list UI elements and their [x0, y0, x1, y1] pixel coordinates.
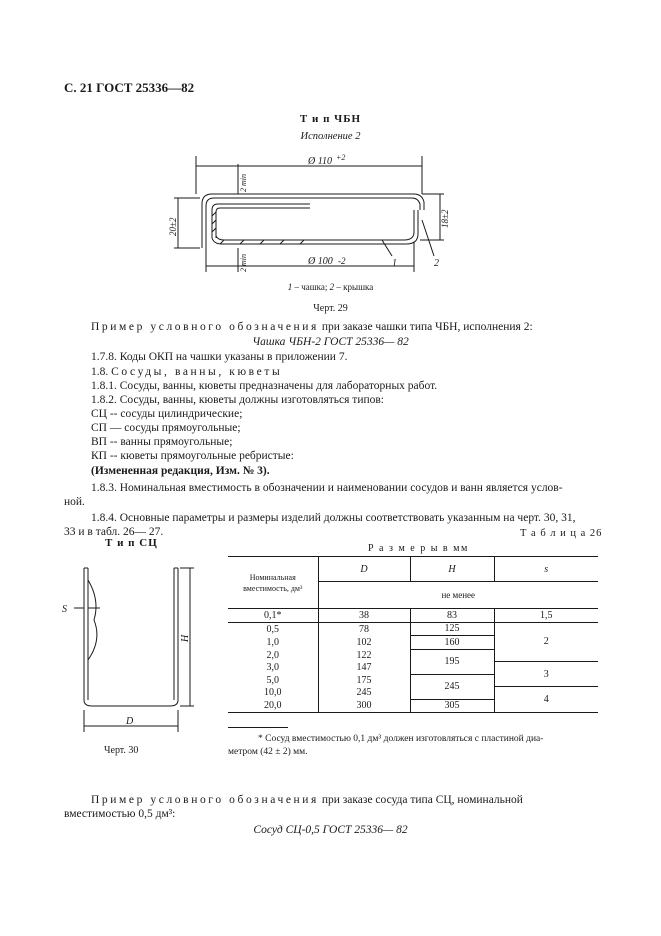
label-2: 2 [434, 258, 439, 269]
not-less-header: не менее [318, 582, 598, 609]
cell-d: 147 [318, 662, 410, 675]
example1-text: при заказе чашки типа ЧБН, исполнения 2: [318, 321, 533, 333]
cell-volume: 3,0 [266, 662, 279, 674]
cell-h: 305 [410, 699, 494, 713]
type-sc-title: Т и п СЦ [105, 537, 158, 549]
cell-volume: 20,0 [228, 699, 318, 713]
example1-lead: Пример условного обозначения [91, 321, 319, 333]
example1-designation: Чашка ЧБН-2 ГОСТ 25336— 82 [252, 336, 409, 348]
para-18-title: Сосуды, ванны, кюветы [111, 366, 283, 378]
dim-top-diameter: Ø 110 [308, 156, 332, 167]
cell-s: 1,5 [494, 609, 598, 623]
type-cbn-title: Т и п ЧБН [299, 113, 362, 125]
para-18 [91, 365, 282, 380]
cell-volume: 10,0 [264, 687, 282, 699]
example2-line [91, 793, 523, 808]
table-row [228, 609, 598, 623]
para-184-line2: 33 и в табл. 26— 27. [64, 526, 164, 538]
cell-d: 175 [318, 674, 410, 687]
fig-30-caption: Черт. 30 [104, 745, 139, 756]
cell-d: 38 [318, 609, 410, 623]
table26-title: Т а б л и ц а 26 [520, 528, 603, 539]
cell-d: 78 [318, 622, 410, 636]
type-item: СЦ -- сосуды цилиндрические; [91, 408, 243, 420]
dim-height-left: 20±2 [168, 217, 178, 236]
legend-num-1: 1 [287, 282, 293, 292]
dim-h: H [180, 634, 191, 642]
dim-min-bottom: 2 min [239, 254, 248, 272]
drawing-sc [58, 560, 208, 740]
label-1: 1 [392, 258, 397, 269]
dim-d: D [126, 716, 134, 727]
cell-h: 83 [410, 609, 494, 623]
cell-h: 125 [410, 622, 494, 636]
cell-d: 245 [318, 687, 410, 700]
legend-text-2: – крышка [334, 282, 374, 292]
dim-bottom-diameter: Ø 100 [308, 256, 333, 267]
page-header: С. 21 ГОСТ 25336—82 [64, 80, 195, 95]
para-181: 1.8.1. Сосуды, ванны, кюветы предназначены для лабораторных работ. [91, 380, 438, 392]
dim-height-right: 18±2 [440, 209, 450, 228]
col-header-s: s [494, 557, 598, 582]
legend-num-2: 2 [329, 282, 335, 292]
drawing-cbn [160, 150, 460, 275]
cell-s: 4 [494, 687, 598, 713]
footnote-line2: метром (42 ± 2) мм. [228, 747, 308, 757]
dim-top-tolerance: +2 [336, 153, 346, 162]
dim-min-top: 2 min [239, 174, 248, 192]
example2-designation: Сосуд СЦ-0,5 ГОСТ 25336— 82 [253, 824, 408, 836]
para-184-line1: 1.8.4. Основные параметры и размеры изделий должны соответствовать указанным на черт. 30, 31, [91, 512, 576, 524]
footnote-line1: * Сосуд вместимостью 0,1 дм³ должен изготовляться с пластиной диа- [258, 734, 544, 744]
type-item: КП -- кюветы прямоугольные ребристые: [91, 450, 294, 462]
para-18-num: 1.8. [91, 366, 112, 378]
example2-lead: Пример условного обозначения [91, 794, 319, 806]
para-183-line1: 1.8.3. Номинальная вместимость в обозначении и наименовании сосудов и ванн является услов- [91, 482, 563, 494]
cell-h: 195 [410, 649, 494, 674]
table-row [228, 622, 598, 636]
dim-bottom-tolerance: -2 [338, 256, 346, 266]
example1-line [91, 320, 533, 335]
example2-text: при заказе сосуда типа СЦ, номинальной [318, 794, 523, 806]
legend-text-1: – чашка; [292, 282, 330, 292]
cell-volume: 1,0 [266, 636, 279, 648]
cell-d: 102 [318, 636, 410, 650]
cell-d: 122 [318, 649, 410, 662]
table26-subtitle: Р а з м е р ы в мм [368, 543, 469, 554]
cell-s: 3 [494, 662, 598, 687]
cell-volume: 2,0 [266, 649, 279, 661]
para-178: 1.7.8. Коды ОКП на чашки указаны в приложении 7. [91, 351, 348, 363]
dim-s: S [62, 604, 67, 615]
type-cbn-variant: Исполнение 2 [300, 131, 361, 142]
type-item: СП — сосуды прямоугольные; [91, 422, 241, 434]
type-item: ВП -- ванны прямоугольные; [91, 436, 233, 448]
cell-volume: 0,5 [266, 623, 279, 635]
cell-d: 300 [318, 699, 410, 713]
para-182: 1.8.2. Сосуды, ванны, кюветы должны изготовляться типов: [91, 394, 384, 406]
cell-h: 160 [410, 636, 494, 650]
cbn-legend [0, 282, 661, 292]
fig-29-caption: Черт. 29 [313, 303, 348, 314]
para-183-line2: ной. [64, 496, 85, 508]
footnote-rule [228, 727, 288, 728]
cell-volume: 0,1* [228, 609, 318, 623]
cell-s: 2 [494, 622, 598, 662]
col-header-d: D [318, 557, 410, 582]
cell-volume: 5,0 [266, 674, 279, 686]
col-header-nominal: Номинальная вместимость, дм³ [228, 557, 318, 609]
col-header-h: H [410, 557, 494, 582]
table-26 [228, 556, 598, 713]
example2-line2: вместимостью 0,5 дм³: [64, 808, 176, 820]
revised-note: (Измененная редакция, Изм. № 3). [91, 465, 270, 477]
cell-h: 245 [410, 674, 494, 699]
